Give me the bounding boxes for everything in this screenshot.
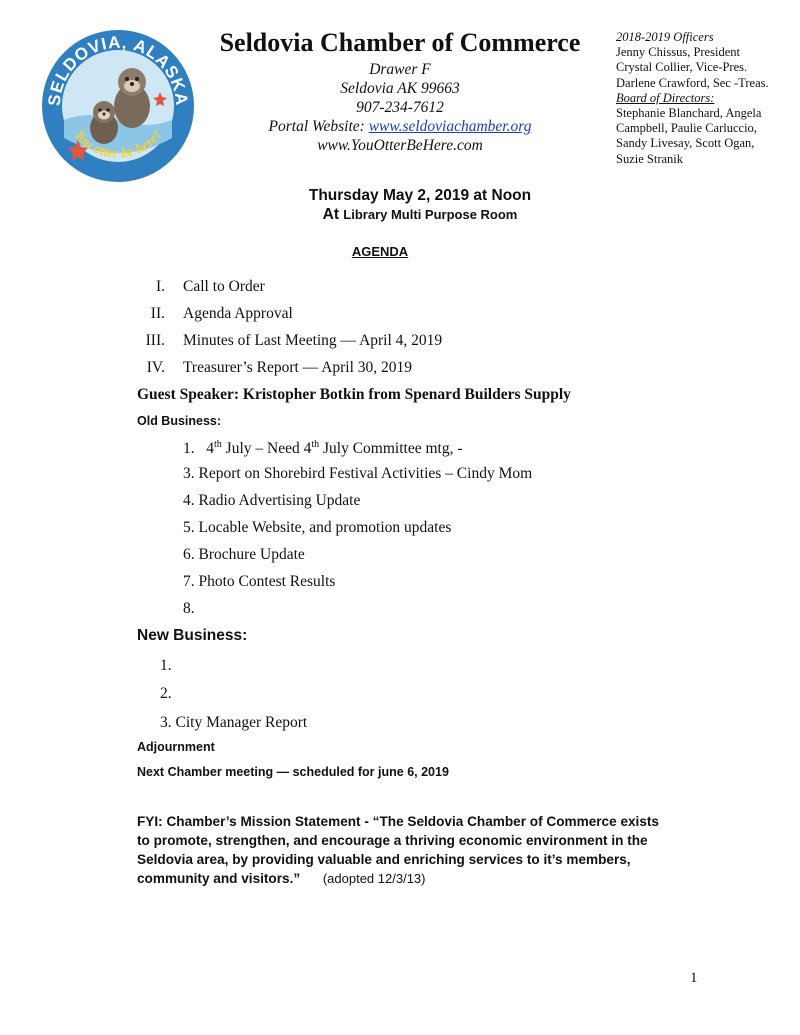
otter-large-icon: [114, 68, 150, 128]
officer-line: Darlene Crawford, Sec -Treas.: [616, 75, 769, 90]
guest-speaker: Guest Speaker: Kristopher Botkin from Spenard Builders Supply: [137, 386, 571, 403]
otter-small-icon: [90, 101, 118, 144]
board-line: Suzie Stranik: [616, 151, 684, 166]
agenda-item-number: IV.: [146, 359, 165, 376]
old-business-item: 1. 4th July – Need 4th July Committee mtg, -: [183, 439, 463, 458]
logo-top-text: SELDOVIA, ALASKA: [44, 32, 192, 107]
meeting-room: Library Multi Purpose Room: [343, 207, 518, 222]
portal-website-link[interactable]: www.seldoviachamber.org: [368, 118, 532, 135]
officers-block: [616, 30, 800, 167]
agenda-item-text: Agenda Approval: [183, 305, 293, 322]
portal-label: Portal Website:: [268, 118, 369, 135]
new-business-item: 2.: [160, 685, 172, 702]
organization-name: Seldovia Chamber of Commerce: [219, 28, 581, 57]
agenda-item-number: III.: [145, 332, 165, 349]
address-line-2: Seldovia AK 99663: [340, 80, 460, 97]
old-business-item: 6. Brochure Update: [183, 546, 305, 563]
officers-heading: 2018-2019 Officers: [616, 30, 714, 44]
board-heading: Board of Directors:: [616, 90, 715, 105]
mission-adopted-date: (adopted 12/3/13): [322, 871, 426, 886]
new-business-item: 1.: [160, 657, 172, 674]
board-line: Sandy Livesay, Scott Ogan,: [616, 136, 755, 151]
old-business-item: 3. Report on Shorebird Festival Activities – Cindy Mom: [183, 465, 533, 482]
old-business-item: 7. Photo Contest Results: [183, 573, 336, 590]
portal-website-line: [205, 117, 595, 136]
page-number: 1: [690, 970, 698, 986]
agenda-item-number: II.: [150, 305, 165, 322]
agenda-item-text: Call to Order: [183, 278, 265, 295]
mission-line-last: community and visitors.” (adopted 12/3/13): [137, 871, 426, 886]
agenda-item-text: Minutes of Last Meeting — April 4, 2019: [183, 332, 443, 349]
new-business-label: New Business:: [137, 627, 248, 644]
mission-line: to promote, strengthen, and encourage a thriving economic environment in the: [137, 833, 648, 848]
organization-address: [205, 60, 595, 155]
adjournment-label: Adjournment: [137, 740, 215, 754]
meeting-at-label: At: [322, 206, 344, 223]
mission-statement: [137, 812, 737, 888]
old-business-item: 5. Locable Website, and promotion updates: [183, 519, 452, 536]
seldovia-otter-logo: [40, 28, 196, 184]
mission-line: FYI: Chamber’s Mission Statement - “The Seldovia Chamber of Commerce exists: [137, 814, 659, 829]
old-business-label: Old Business:: [137, 414, 222, 428]
logo-bottom-text: You otter be here!: [70, 127, 166, 162]
mission-line: Seldovia area, by providing valuable and enriching services to it’s members,: [137, 852, 631, 867]
next-meeting: Next Chamber meeting — scheduled for june 6, 2019: [137, 765, 449, 779]
meeting-date: Thursday May 2, 2019 at Noon: [308, 187, 532, 204]
agenda-item-text: Treasurer’s Report — April 30, 2019: [183, 359, 413, 376]
new-business-item: 3. City Manager Report: [160, 714, 308, 731]
board-line: Stephanie Blanchard, Angela: [616, 106, 762, 121]
agenda-item-number: I.: [155, 278, 165, 295]
agenda-title: AGENDA: [351, 244, 409, 259]
old-business-item: 4. Radio Advertising Update: [183, 492, 361, 509]
secondary-website: www.YouOtterBeHere.com: [317, 137, 483, 154]
old-business-item: 8.: [183, 600, 195, 617]
board-line: Campbell, Paulie Carluccio,: [616, 121, 757, 136]
officer-line: Crystal Collier, Vice-Pres.: [616, 60, 748, 75]
address-line-1: Drawer F: [369, 61, 431, 78]
phone-number: 907-234-7612: [356, 99, 444, 116]
officer-line: Jenny Chissus, President: [616, 45, 740, 60]
meeting-location: [0, 206, 800, 224]
